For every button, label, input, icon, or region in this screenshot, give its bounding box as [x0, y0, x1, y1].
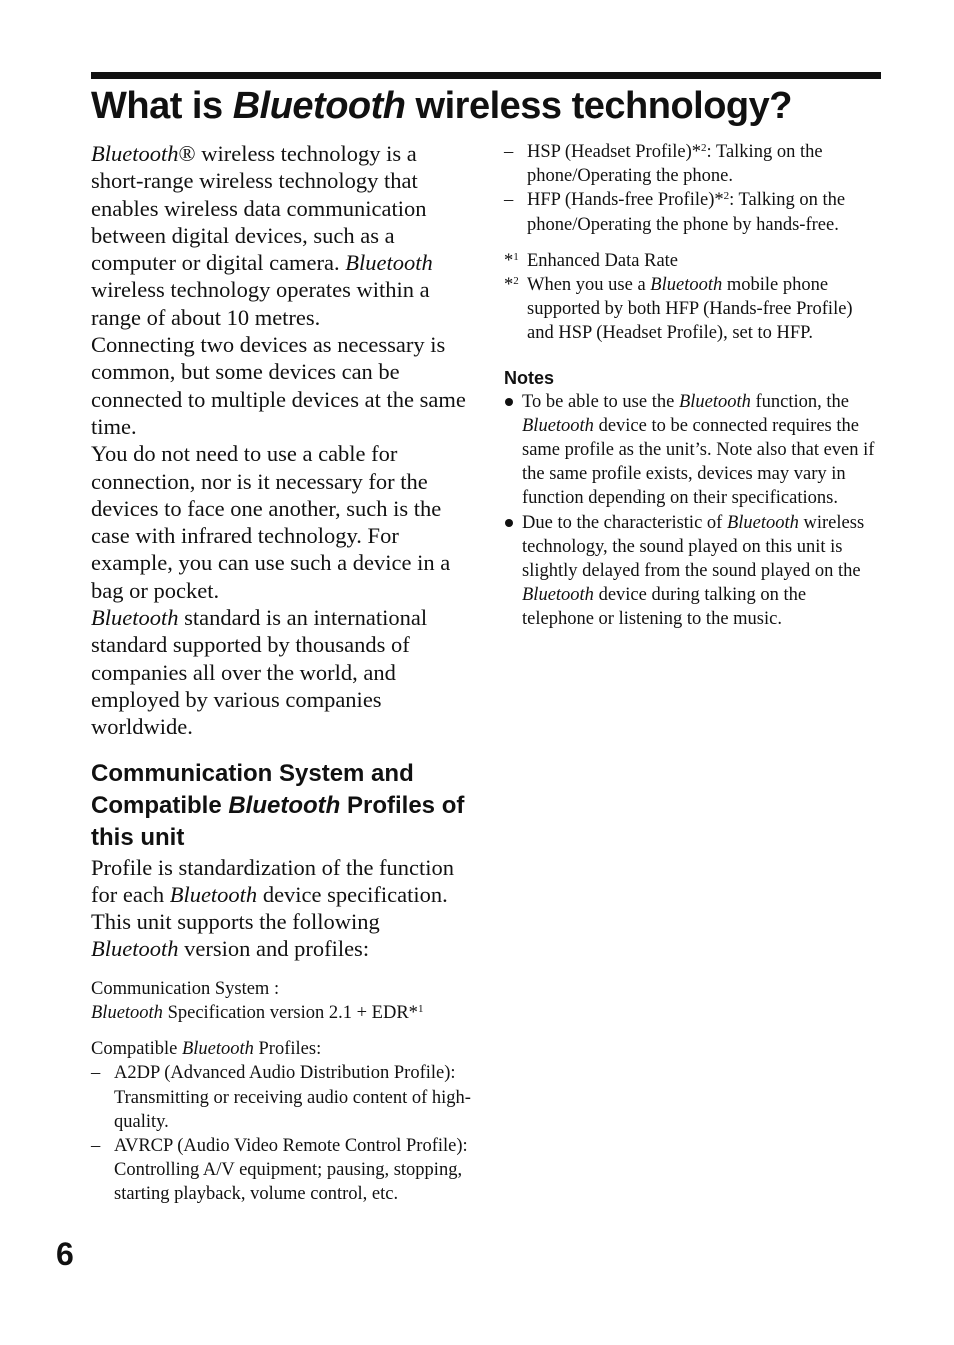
- left-column: [91, 140, 471, 1207]
- profiles-label: Compatible Bluetooth Profiles:: [91, 1039, 322, 1060]
- notes-heading: Notes: [504, 367, 555, 388]
- bullet-icon: [505, 398, 513, 406]
- note-item: Due to the characteristic of Bluetooth wireless technology, the sound played on this unit is slightly delayed from the sound played on the Bluetooth device during talking on the telephone or listening to the music.: [504, 511, 882, 632]
- list-item: – HFP (Hands-free Profile)*$^2$: Talking on the phone/Operating the phone by hands-free.: [504, 190, 846, 235]
- title-rule: [91, 72, 881, 79]
- page-title: What is Bluetooth wireless technology?: [91, 85, 792, 127]
- section-heading: Communication System and Compatible Bluetooth Profiles of this unit: [91, 759, 465, 851]
- page-number: 6: [56, 1236, 74, 1272]
- intro-paragraph-3: You do not need to use a cable for connection, nor is it necessary for the devices to face one another, such is the case with infrared technology. For example, you can use such a device in a bag or pocket.: [91, 441, 451, 603]
- section-paragraph: Profile is standardization of the function for each Bluetooth device specification. This unit supports the following Bluetooth version and profiles:: [91, 854, 455, 962]
- intro-paragraph-4: Bluetooth standard is an international standard supported by thousands of companies all over the world, and employed by various companies worldwide.: [91, 605, 428, 740]
- right-column: [504, 140, 882, 632]
- intro-paragraph-1: Bluetooth® wireless technology is a short-range wireless technology that enables wireless data communication between digital devices, such as a computer or digital camera. Bluetooth wireless technology operates within a range of about 10 metres.: [91, 141, 433, 330]
- profiles-list: [91, 1061, 471, 1206]
- notes-list: [504, 390, 882, 632]
- list-item: – HSP (Headset Profile)*$^2$: Talking on the phone/Operating the phone.: [504, 142, 823, 187]
- footnote-2: *$^2$ When you use a Bluetooth mobile phone supported by both HFP (Hands-free Profile) and HSP (Headset Profile), set to HFP.: [504, 275, 853, 344]
- intro-text: [91, 140, 471, 741]
- communication-system-value: Bluetooth Specification version 2.1 + EDR*$^1$: [91, 1002, 424, 1023]
- note-item: To be able to use the Bluetooth function, the Bluetooth device to be connected requires the same profile as the unit’s. Note also that even if the same profile exists, devices may vary in function depending on their specifications.: [504, 390, 882, 511]
- list-item: – A2DP (Advanced Audio Distribution Profile): Transmitting or receiving audio content of high-quality.: [91, 1063, 471, 1132]
- profiles-list-continued: [504, 140, 882, 237]
- footnotes: [504, 249, 882, 346]
- footnote-1: *$^1$ Enhanced Data Rate: [504, 250, 679, 271]
- list-item: – AVRCP (Audio Video Remote Control Profile): Controlling A/V equipment; pausing, stopping, starting playback, volume control, etc.: [91, 1135, 468, 1205]
- communication-system-label: Communication System :: [91, 978, 280, 999]
- intro-paragraph-2: Connecting two devices as necessary is common, but some devices can be connected to multiple devices at the same time.: [91, 332, 466, 439]
- bullet-icon: [505, 519, 513, 527]
